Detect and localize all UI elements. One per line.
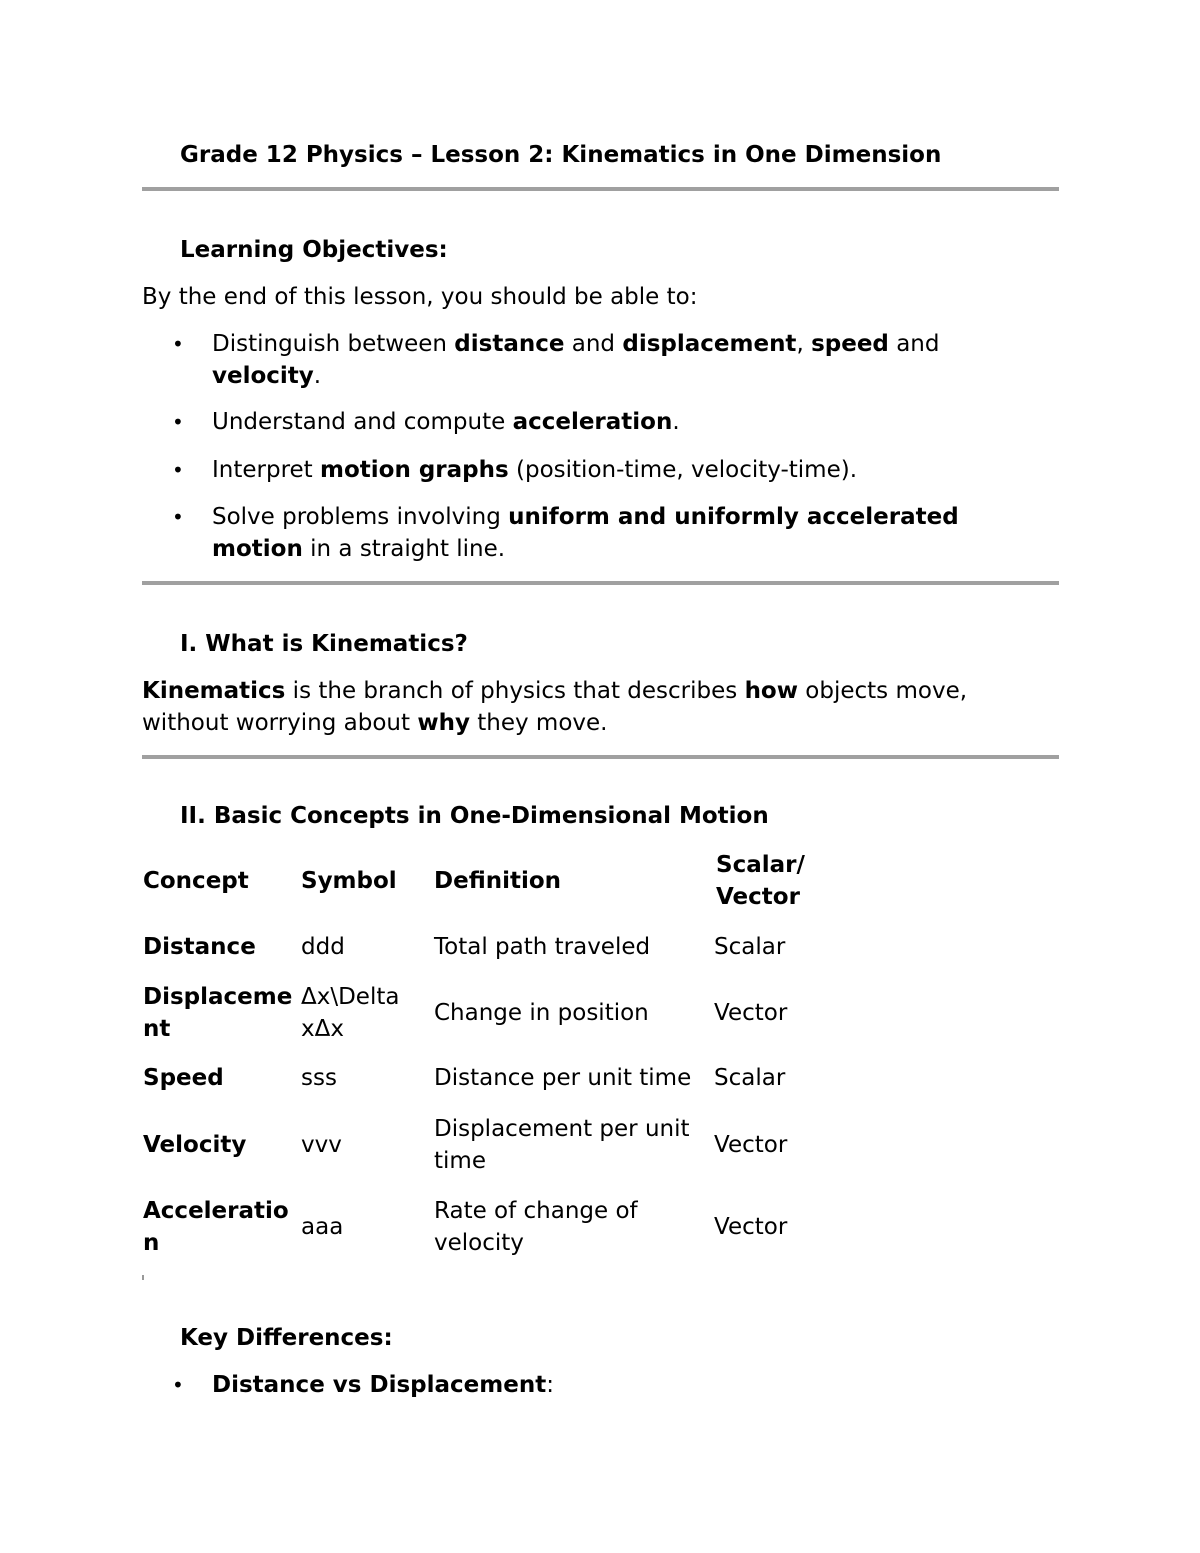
table-header-cell [716, 849, 805, 913]
cell-line: Acceleratio [143, 1198, 289, 1224]
table-cell-concept [143, 981, 292, 1045]
rich-line [212, 406, 680, 438]
horizontal-rule [142, 755, 1059, 759]
cell-line: Scalar [714, 1065, 786, 1091]
table-cell-type [714, 1062, 785, 1094]
cell-line: time [434, 1148, 486, 1174]
section1-heading: I. What is Kinematics? [180, 631, 468, 657]
bold-text-run: motion graphs [320, 457, 509, 483]
table-cell-type [714, 1211, 787, 1243]
text-run: objects move, [798, 678, 968, 704]
horizontal-rule [142, 581, 1059, 585]
bullet-icon: • [172, 458, 184, 482]
table-cell-definition [434, 931, 650, 963]
bold-text-run: how [744, 678, 798, 704]
cell-line: Displaceme [143, 984, 293, 1010]
cell-line: Vector [714, 1214, 788, 1240]
cell-line: Speed [143, 1065, 224, 1091]
cell-line: Change in position [434, 1000, 649, 1026]
cell-line: Scalar/ [716, 852, 805, 878]
bold-text-run: displacement [622, 331, 797, 357]
table-cell-symbol [301, 981, 399, 1045]
cell-line: Total path traveled [434, 934, 651, 960]
bold-text-run: velocity [212, 363, 314, 389]
bold-text-run: acceleration [512, 409, 673, 435]
text-run: without worrying about [142, 710, 418, 736]
cell-line: Displacement per unit [434, 1116, 690, 1142]
table-cell-definition [434, 997, 649, 1029]
objective-item [212, 406, 680, 438]
horizontal-rule [142, 187, 1059, 191]
table-cell-definition [434, 1113, 690, 1177]
cell-line: ddd [301, 934, 345, 960]
bold-text-run: Distance vs Displacement [212, 1372, 547, 1398]
objective-item [212, 501, 959, 565]
rich-line [212, 328, 939, 360]
key-difference-item [212, 1369, 554, 1401]
cell-line: Vector [716, 884, 800, 910]
objective-item [212, 454, 857, 486]
cell-line: Vector [714, 1000, 788, 1026]
table-cell-definition [434, 1062, 691, 1094]
objectives-intro: By the end of this lesson, you should be able to: [142, 284, 698, 310]
rich-line [212, 501, 959, 533]
text-run: (position-time, velocity-time). [508, 457, 858, 483]
cell-line: vvv [301, 1132, 342, 1158]
text-run: : [546, 1372, 554, 1398]
rich-line [142, 675, 967, 707]
table-cell-concept [143, 1129, 246, 1161]
text-run: and [564, 331, 623, 357]
table-cell-symbol [301, 1062, 337, 1094]
table-cell-symbol [301, 1129, 342, 1161]
document-title: Grade 12 Physics – Lesson 2: Kinematics in One Dimension [180, 142, 942, 168]
cell-line: aaa [301, 1214, 344, 1240]
text-run: Solve problems involving [212, 504, 509, 530]
table-cell-concept [143, 1195, 289, 1259]
text-run: in a straight line. [302, 536, 506, 562]
bold-text-run: uniform and uniformly accelerated [508, 504, 959, 530]
table-cell-type [714, 1129, 787, 1161]
bold-text-run: Kinematics [142, 678, 286, 704]
objectives-heading: Learning Objectives: [180, 237, 448, 263]
key-differences-heading: Key Differences: [180, 1325, 393, 1351]
text-run: is the branch of physics that describes [285, 678, 745, 704]
cell-line: xΔx [301, 1016, 344, 1042]
bullet-icon: • [172, 332, 184, 356]
cell-line: Distance [143, 934, 256, 960]
text-run: . [672, 409, 680, 435]
bullet-icon: • [172, 505, 184, 529]
text-run: they move. [469, 710, 608, 736]
table-cell-type [714, 931, 785, 963]
cell-line: Distance per unit time [434, 1065, 692, 1091]
cell-line: Vector [714, 1132, 788, 1158]
table-cell-symbol [301, 931, 345, 963]
section2-heading: II. Basic Concepts in One-Dimensional Motion [180, 803, 769, 829]
rich-line [212, 454, 857, 486]
table-cell-concept [143, 1062, 224, 1094]
table-end-marker [142, 1275, 144, 1280]
table-header-cell [434, 865, 561, 897]
bullet-icon: • [172, 1373, 184, 1397]
table-cell-concept [143, 931, 256, 963]
text-run: , [796, 331, 812, 357]
cell-line: Concept [143, 868, 249, 894]
cell-line: Velocity [143, 1132, 247, 1158]
table-cell-definition [434, 1195, 638, 1259]
cell-line: Rate of change of [434, 1198, 638, 1224]
table-cell-symbol [301, 1211, 343, 1243]
rich-line [142, 707, 967, 739]
rich-line [212, 533, 959, 565]
bold-text-run: why [417, 710, 470, 736]
cell-line: sss [301, 1065, 337, 1091]
text-run: and [888, 331, 940, 357]
text-run: Understand and compute [212, 409, 513, 435]
section1-paragraph [142, 675, 967, 739]
text-run: . [313, 363, 322, 389]
cell-line: Scalar [714, 934, 786, 960]
table-cell-type [714, 997, 787, 1029]
text-run: Interpret [212, 457, 321, 483]
objective-item [212, 328, 939, 392]
bullet-icon: • [172, 410, 184, 434]
rich-line [212, 1369, 554, 1401]
cell-line: n [143, 1230, 160, 1256]
cell-line: Symbol [301, 868, 397, 894]
cell-line: nt [143, 1016, 171, 1042]
cell-line: Δx\Delta [301, 984, 400, 1010]
bold-text-run: motion [212, 536, 303, 562]
table-header-cell [143, 865, 249, 897]
cell-line: velocity [434, 1230, 524, 1256]
table-header-cell [301, 865, 397, 897]
bold-text-run: distance [454, 331, 565, 357]
rich-line [212, 360, 939, 392]
bold-text-run: speed [811, 331, 889, 357]
cell-line: Definition [434, 868, 562, 894]
text-run: Distinguish between [212, 331, 455, 357]
